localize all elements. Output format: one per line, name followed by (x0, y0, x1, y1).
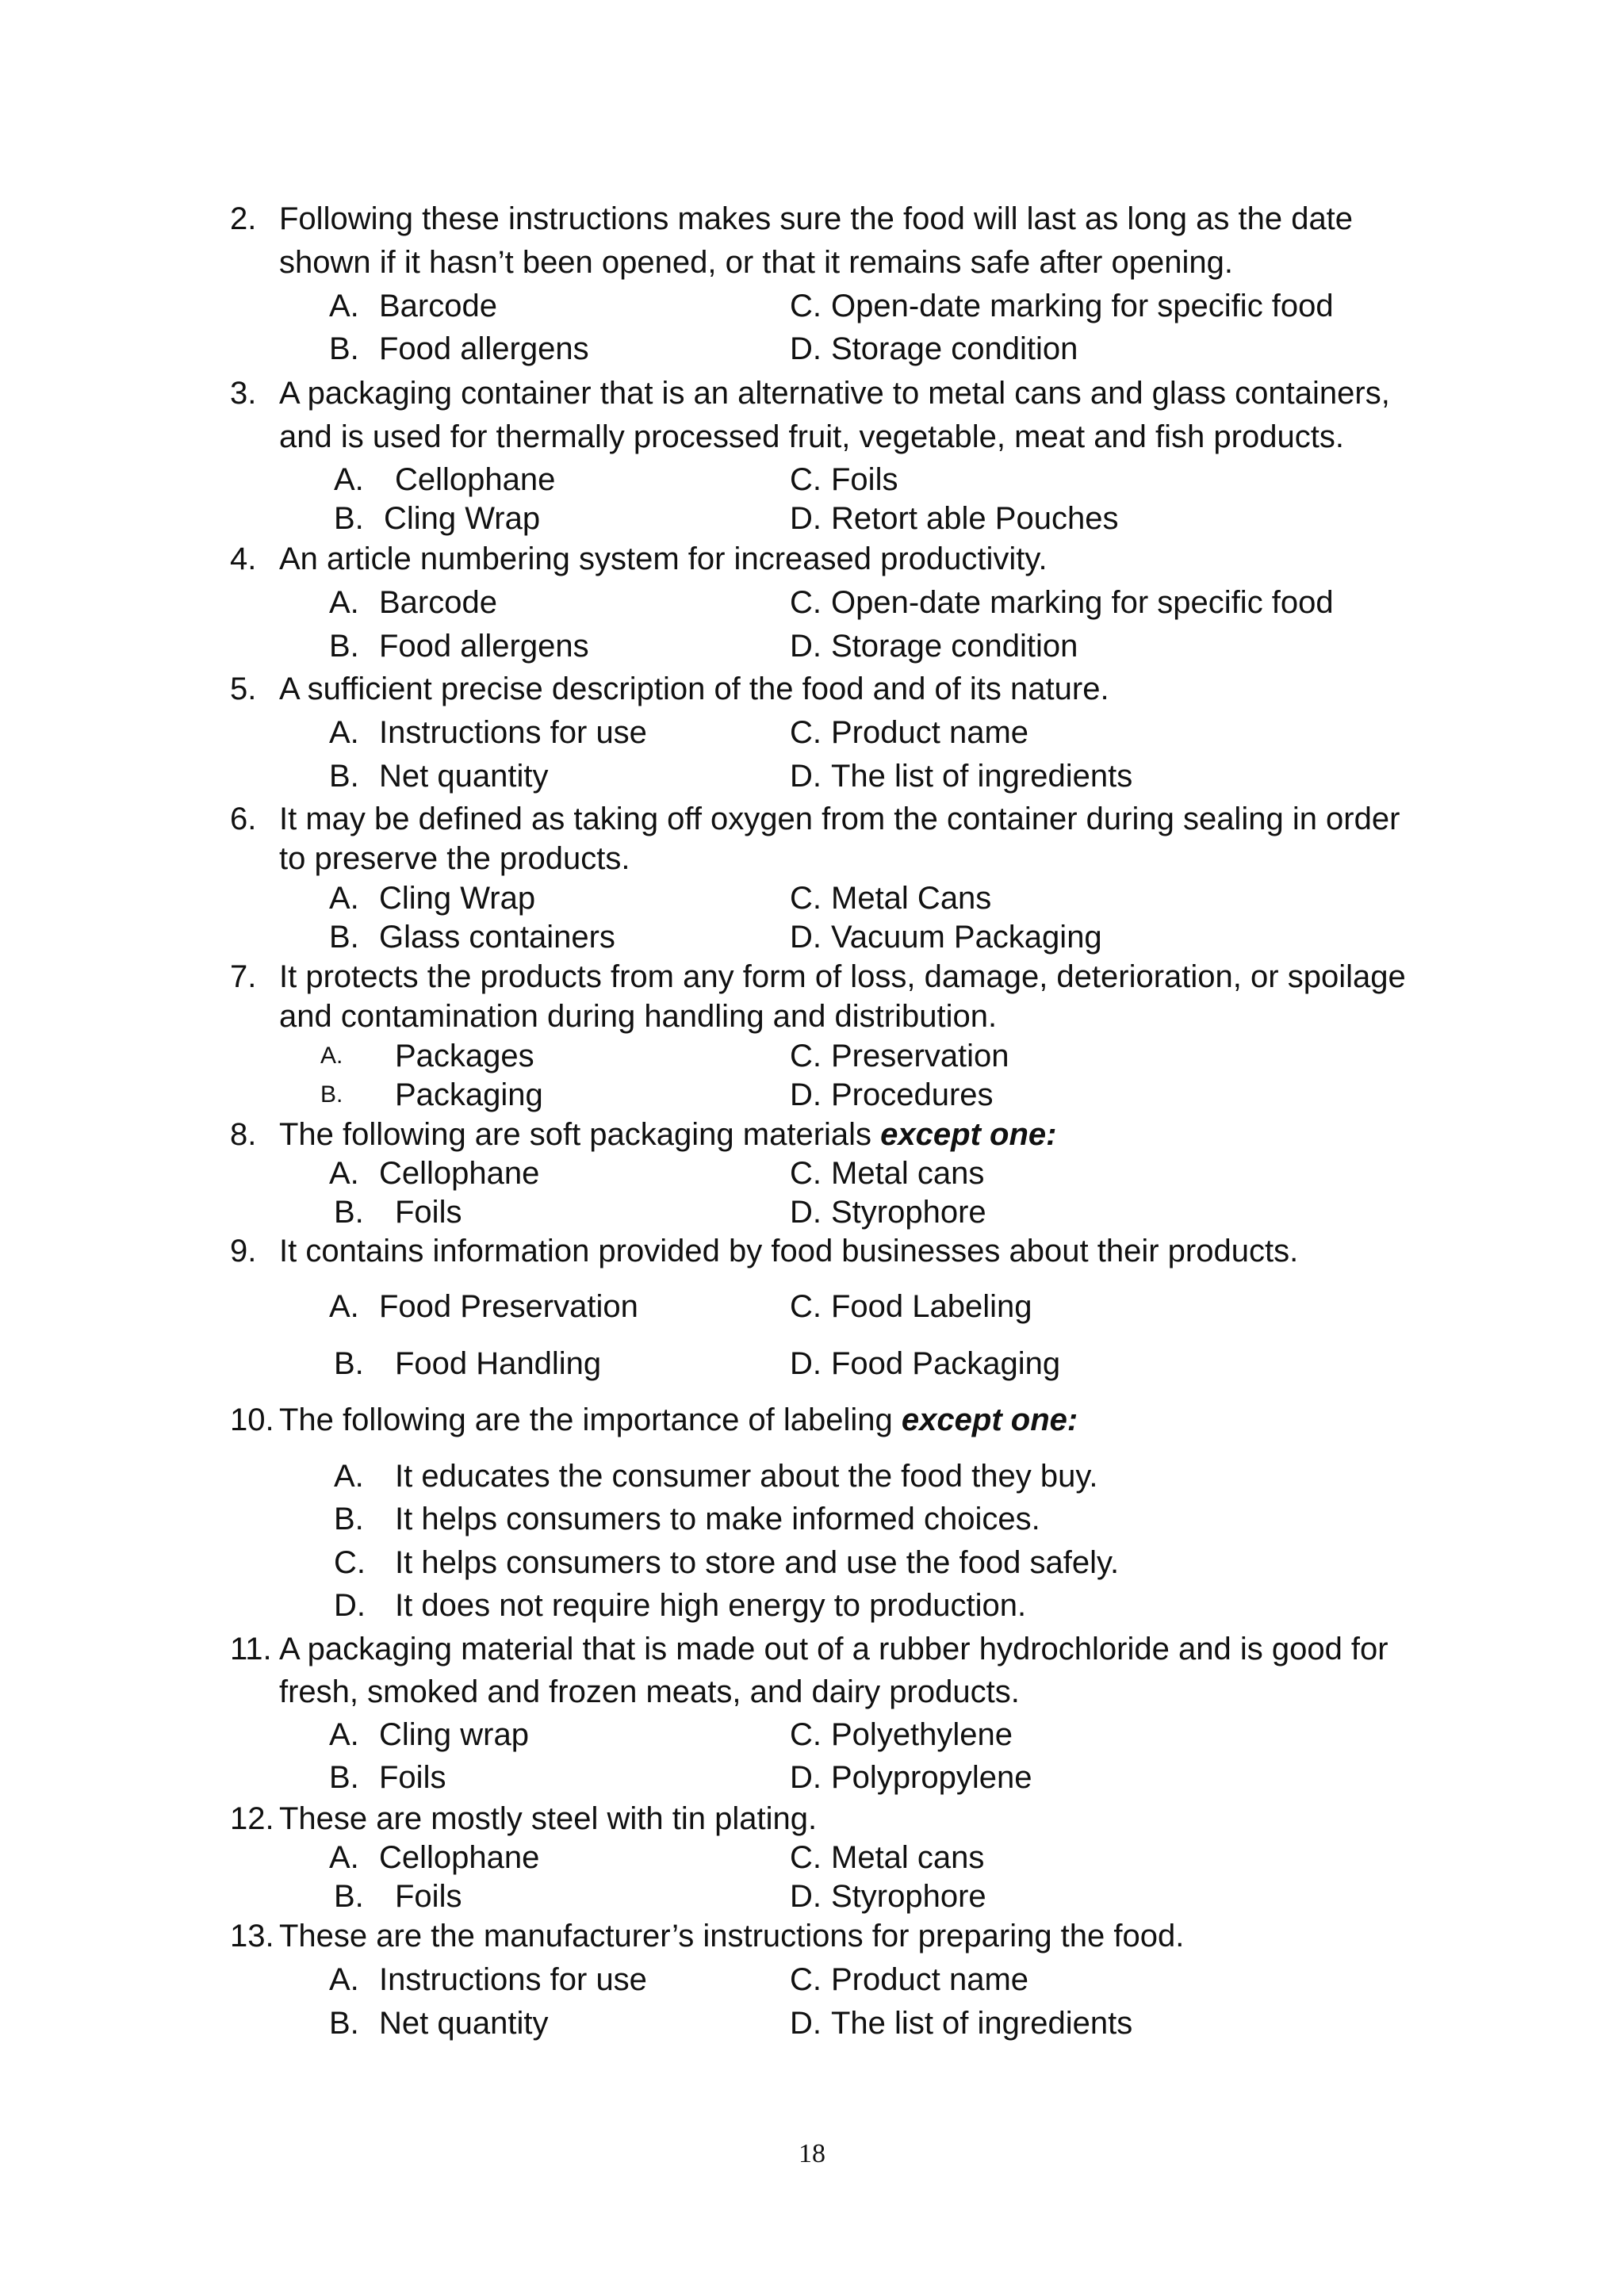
choice-letter: B. (334, 501, 364, 536)
question-stem: It protects the products from any form of loss, damage, deterioration, or spoilage (279, 959, 1406, 994)
choice-text: Cling Wrap (379, 881, 536, 916)
choice-letter: A. (329, 715, 359, 750)
choice-letter: B. (334, 1879, 364, 1914)
choice-letter: C. (790, 881, 822, 916)
question-stem: The following are the importance of labeling except one: (279, 1402, 1078, 1437)
choice-text: Preservation (831, 1039, 1009, 1073)
choice-text: Styrophore (831, 1879, 986, 1914)
question-number: 12. (230, 1801, 274, 1836)
choice-text: It does not require high energy to production. (395, 1588, 1027, 1623)
question-number: 9. (230, 1234, 257, 1269)
question-number: 6. (230, 802, 257, 836)
choice-text: Foils (831, 462, 898, 497)
choice-letter: B. (329, 759, 359, 794)
choice-text: Storage condition (831, 331, 1078, 366)
choice-letter: D. (790, 629, 822, 664)
choice-text: Cellophane (379, 1156, 540, 1191)
choice-text: Cellophane (395, 462, 556, 497)
choice-text: It helps consumers to make informed choices. (395, 1502, 1040, 1536)
choice-letter: A. (329, 1156, 359, 1191)
choice-letter: C. (790, 1717, 822, 1752)
question-stem: shown if it hasn’t been opened, or that it remains safe after opening. (279, 245, 1233, 280)
question-stem: and contamination during handling and distribution. (279, 999, 998, 1034)
choice-text: Foils (379, 1760, 446, 1795)
choice-letter: B. (320, 1081, 343, 1108)
question-number: 4. (230, 541, 257, 576)
choice-text: Open-date marking for specific food (831, 289, 1334, 323)
choice-text: Foils (395, 1879, 462, 1914)
stem-emphasis: except one: (901, 1402, 1078, 1437)
question-stem: A sufficient precise description of the food and of its nature. (279, 672, 1109, 706)
choice-text: Net quantity (379, 759, 549, 794)
choice-letter: A. (329, 585, 359, 620)
choice-letter: A. (329, 1717, 359, 1752)
choice-text: Food Handling (395, 1346, 602, 1381)
choice-letter: B. (329, 331, 359, 366)
question-stem: An article numbering system for increased productivity. (279, 541, 1048, 576)
question-number: 5. (230, 672, 257, 706)
choice-letter: C. (790, 1156, 822, 1191)
choice-text: Metal cans (831, 1840, 985, 1875)
choice-text: Food Packaging (831, 1346, 1061, 1381)
choice-letter: C. (790, 289, 822, 323)
question-number: 13. (230, 1919, 274, 1954)
choice-letter: C. (790, 1962, 822, 1997)
question-number: 2. (230, 201, 257, 236)
choice-text: It educates the consumer about the food they buy. (395, 1459, 1098, 1494)
question-stem: The following are soft packaging materials except one: (279, 1117, 1057, 1152)
choice-letter: A. (329, 1289, 359, 1324)
question-stem: These are the manufacturer’s instructions for preparing the food. (279, 1919, 1185, 1954)
choice-letter: D. (790, 331, 822, 366)
question-stem: to preserve the products. (279, 841, 630, 876)
choice-letter: D. (334, 1588, 366, 1623)
choice-letter: D. (790, 1760, 822, 1795)
question-stem: and is used for thermally processed fruit, vegetable, meat and fish products. (279, 419, 1344, 454)
choice-text: Food allergens (379, 629, 589, 664)
question-number: 7. (230, 959, 257, 994)
choice-letter: D. (790, 1346, 822, 1381)
choice-text: Styrophore (831, 1195, 986, 1230)
choice-letter: D. (790, 1195, 822, 1230)
choice-text: It helps consumers to store and use the food safely. (395, 1545, 1120, 1580)
choice-text: Packaging (395, 1077, 543, 1112)
choice-letter: A. (329, 881, 359, 916)
choice-text: Barcode (379, 289, 497, 323)
question-stem: These are mostly steel with tin plating. (279, 1801, 818, 1836)
choice-text: Polyethylene (831, 1717, 1013, 1752)
choice-letter: B. (334, 1346, 364, 1381)
choice-text: Foils (395, 1195, 462, 1230)
question-number: 3. (230, 376, 257, 411)
choice-letter: B. (334, 1195, 364, 1230)
choice-text: Vacuum Packaging (831, 920, 1102, 955)
choice-text: Packages (395, 1039, 534, 1073)
question-number: 10. (230, 1402, 274, 1437)
choice-text: Instructions for use (379, 1962, 647, 1997)
choice-letter: D. (790, 1879, 822, 1914)
choice-letter: A. (329, 1962, 359, 1997)
choice-text: Retort able Pouches (831, 501, 1119, 536)
choice-text: Glass containers (379, 920, 615, 955)
question-stem: It contains information provided by food businesses about their products. (279, 1234, 1299, 1269)
choice-text: The list of ingredients (831, 2006, 1133, 2041)
choice-letter: B. (329, 629, 359, 664)
choice-letter: B. (329, 920, 359, 955)
choice-letter: C. (790, 462, 822, 497)
choice-letter: C. (790, 1039, 822, 1073)
choice-letter: C. (790, 1289, 822, 1324)
choice-text: Food Preservation (379, 1289, 638, 1324)
choice-text: Open-date marking for specific food (831, 585, 1334, 620)
choice-text: Procedures (831, 1077, 994, 1112)
stem-emphasis: except one: (880, 1117, 1057, 1152)
choice-text: Metal cans (831, 1156, 985, 1191)
choice-text: Cling Wrap (384, 501, 541, 536)
choice-letter: D. (790, 1077, 822, 1112)
choice-text: Barcode (379, 585, 497, 620)
choice-text: Product name (831, 1962, 1029, 1997)
choice-letter: A. (320, 1043, 343, 1069)
choice-letter: C. (334, 1545, 366, 1580)
page-number: 18 (799, 2139, 825, 2168)
question-stem: It may be defined as taking off oxygen from the container during sealing in order (279, 802, 1400, 836)
question-stem: A packaging container that is an alternative to metal cans and glass containers, (279, 376, 1390, 411)
choice-text: Cellophane (379, 1840, 540, 1875)
choice-letter: D. (790, 759, 822, 794)
choice-text: Food Labeling (831, 1289, 1032, 1324)
choice-letter: C. (790, 1840, 822, 1875)
choice-letter: A. (329, 289, 359, 323)
choice-text: Metal Cans (831, 881, 992, 916)
choice-letter: A. (334, 1459, 364, 1494)
question-number: 11. (230, 1632, 272, 1667)
choice-letter: D. (790, 2006, 822, 2041)
choice-text: Food allergens (379, 331, 589, 366)
choice-letter: C. (790, 585, 822, 620)
choice-text: Cling wrap (379, 1717, 529, 1752)
choice-letter: D. (790, 920, 822, 955)
choice-text: Product name (831, 715, 1029, 750)
choice-letter: B. (334, 1502, 364, 1536)
question-stem: fresh, smoked and frozen meats, and dairy products. (279, 1674, 1020, 1709)
choice-letter: A. (329, 1840, 359, 1875)
choice-text: Polypropylene (831, 1760, 1032, 1795)
question-stem: A packaging material that is made out of a rubber hydrochloride and is good for (279, 1632, 1388, 1667)
question-number: 8. (230, 1117, 257, 1152)
question-stem: Following these instructions makes sure the food will last as long as the date (279, 201, 1354, 236)
choice-letter: D. (790, 501, 822, 536)
choice-text: Instructions for use (379, 715, 647, 750)
choice-text: Net quantity (379, 2006, 549, 2041)
choice-text: The list of ingredients (831, 759, 1133, 794)
choice-text: Storage condition (831, 629, 1078, 664)
choice-letter: A. (334, 462, 364, 497)
choice-letter: B. (329, 1760, 359, 1795)
choice-letter: C. (790, 715, 822, 750)
choice-letter: B. (329, 2006, 359, 2041)
